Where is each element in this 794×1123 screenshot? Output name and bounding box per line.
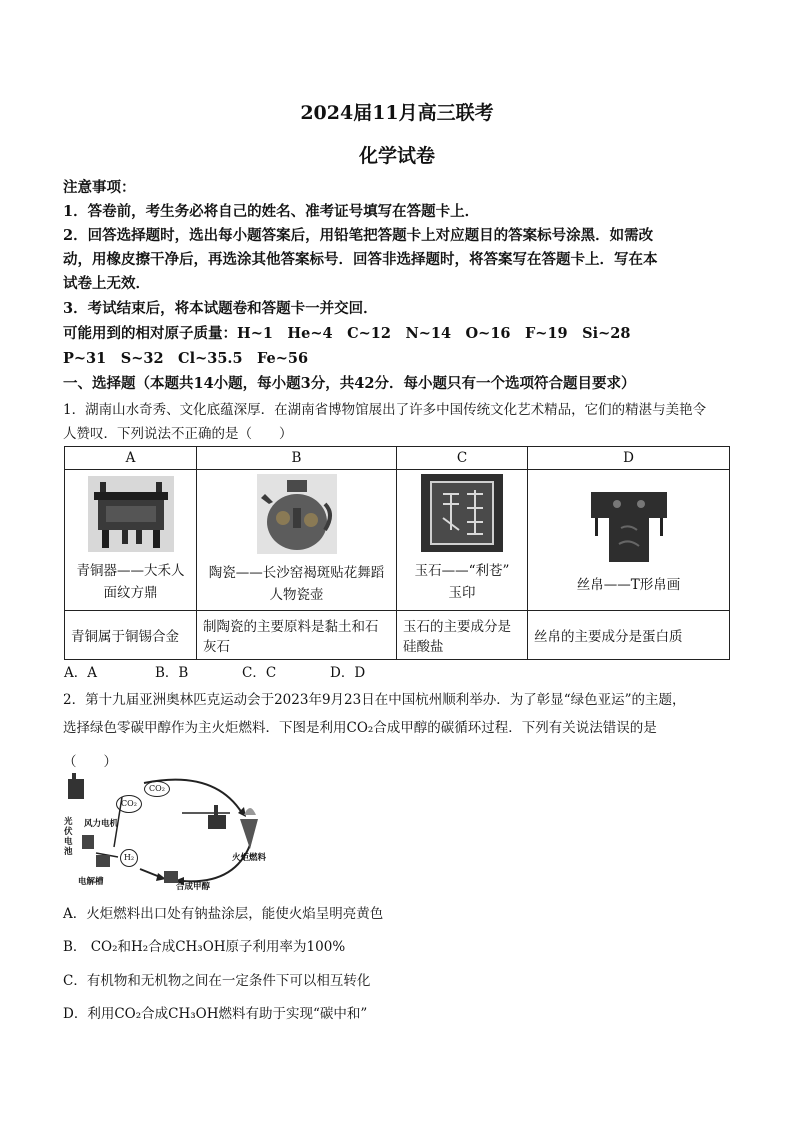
q1-c-statement: 玉石的主要成分是硅酸盐 <box>397 611 528 660</box>
q2-option-a: A．火炬燃料出口处有钠盐涂层，能使火焰呈明亮黄色 <box>63 906 384 922</box>
q1-b-caption-1: 陶瓷——长沙窑褐斑贴花舞蹈 <box>208 565 385 581</box>
q2-option-c: C．有机物和无机物之间在一定条件下可以相互转化 <box>63 973 371 989</box>
atomic-masses-line2: P~31 S~32 Cl~35.5 Fe~56 <box>63 350 309 367</box>
solar-label: 光伏电池 <box>64 817 73 857</box>
q1-option-b: B．B <box>155 665 189 681</box>
q1-b-caption-2: 人物瓷壶 <box>269 587 324 603</box>
bronze-ding-icon <box>86 474 176 552</box>
q2-stem-line2: 选择绿色零碳甲醇作为主火炬燃料．下图是利用CO₂合成甲醇的碳循环过程．下列有关说法错误的是 <box>63 720 657 736</box>
exam-title: 2024届11月高三联考 <box>300 102 494 124</box>
h2-bubble: H₂ <box>120 849 138 867</box>
q1-option-a: A．A <box>64 665 97 681</box>
q1-d-statement: 丝帛的主要成分是蛋白质 <box>528 611 730 660</box>
q1-col-b-letter: B <box>197 447 397 470</box>
q1-col-d-letter: D <box>528 447 730 470</box>
jade-seal-icon <box>421 474 503 552</box>
note-2-line1: 2．回答选择题时，选出每小题答案后，用铅笔把答题卡上对应题目的答案标号涂黑．如需改 <box>63 227 654 244</box>
q1-stem-line1: 1．湖南山水奇秀、文化底蕴深厚．在湖南省博物馆展出了许多中国传统文化艺术精品，它们的精湛与美艳令 <box>63 402 707 418</box>
q1-col-c-letter: C <box>397 447 528 470</box>
q1-cell-d <box>528 470 730 611</box>
electrolysis-label: 电解槽 <box>78 877 104 887</box>
porcelain-pot-icon <box>257 474 337 554</box>
q1-stem-line2: 人赞叹．下列说法不正确的是（ ） <box>63 426 293 442</box>
q1-option-d: D．D <box>330 665 366 681</box>
q1-cell-c <box>397 470 528 611</box>
q1-option-c: C．C <box>242 665 277 681</box>
q1-d-caption-1: 丝帛——T形帛画 <box>576 577 681 593</box>
note-2-line2: 动，用橡皮擦干净后，再选涂其他答案标号．回答非选择题时，将答案写在答题卡上．写在本 <box>63 251 658 268</box>
q1-a-caption-2: 面纹方鼎 <box>103 585 158 601</box>
q1-b-statement: 制陶瓷的主要原料是黏土和石灰石 <box>197 611 397 660</box>
q1-cell-a <box>65 470 197 611</box>
atomic-masses-line1: 可能用到的相对原子质量：H~1 He~4 C~12 N~14 O~16 F~19 Si~28 <box>63 325 631 342</box>
q2-stem-line1: 2．第十九届亚洲奥林匹克运动会于2023年9月23日在中国杭州顺利举办．为了彰显“绿色亚运”的主题， <box>63 692 686 708</box>
carbon-cycle-arrows <box>64 773 284 891</box>
q2-option-b: B． CO₂和H₂合成CH₃OH原子利用率为100% <box>63 939 346 955</box>
notes-heading: 注意事项： <box>63 179 136 196</box>
q1-col-a-letter: A <box>65 447 197 470</box>
subject-title: 化学试卷 <box>358 145 435 167</box>
co2-bubble-left: CO₂ <box>116 795 142 813</box>
q1-a-statement: 青铜属于铜锡合金 <box>65 611 197 660</box>
note-3: 3．考试结束后，将本试题卷和答题卡一并交回． <box>63 300 378 317</box>
q1-a-caption-1: 青铜器——大禾人 <box>76 563 185 579</box>
q2-paren: （ ） <box>63 754 117 770</box>
wind-label: 风力电机 <box>84 819 119 829</box>
torch-label: 火炬燃料 <box>232 853 267 863</box>
q1-c-caption-1: 玉石——“利苍” <box>414 563 510 579</box>
q1-table <box>64 446 730 660</box>
note-1: 1．答卷前，考生务必将自己的姓名、准考证号填写在答题卡上． <box>63 203 480 220</box>
q1-cell-b <box>197 470 397 611</box>
silk-painting-icon <box>587 484 671 568</box>
carbon-cycle-diagram <box>64 773 284 891</box>
note-2-line3: 试卷上无效． <box>63 275 150 292</box>
q2-option-d: D．利用CO₂合成CH₃OH燃料有助于实现“碳中和” <box>63 1006 368 1022</box>
q1-c-caption-2: 玉印 <box>448 585 476 601</box>
co2-bubble-top: CO₂ <box>144 781 170 797</box>
methanol-label: 合成甲醇 <box>176 882 211 892</box>
section-heading: 一、选择题（本题共14小题，每小题3分，共42分．每小题只有一个选项符合题目要求） <box>63 375 636 392</box>
